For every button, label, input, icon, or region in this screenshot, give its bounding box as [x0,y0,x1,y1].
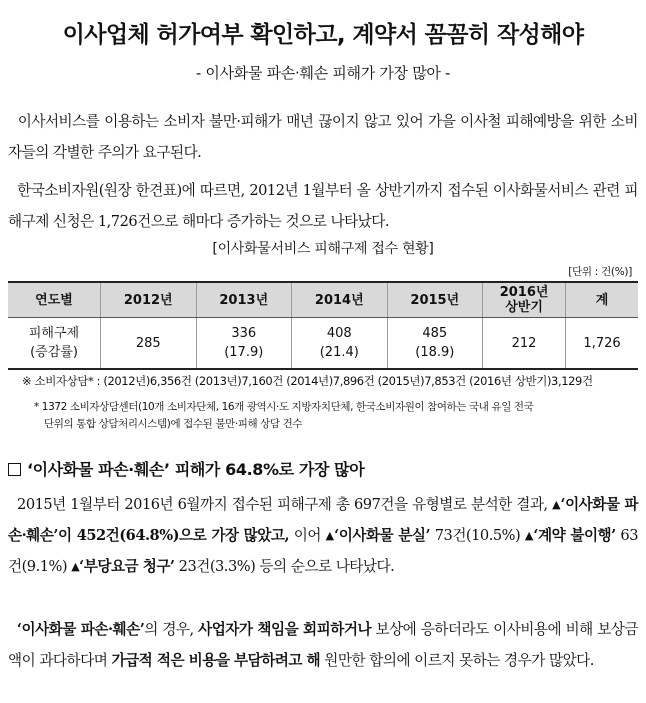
cell-value: 485 [422,326,448,341]
table-header: 2012년 [101,282,197,318]
row-label: 피해구제 [28,326,80,341]
footnote-line: * 1372 소비자상담센터(10개 소비자단체, 16개 광역시·도 지방자치단체, 한국소비자원이 참여하는 국내 유일 전국 [34,401,534,413]
table-cell [101,318,197,370]
page-subtitle: - 이사화물 파손·훼손 피해가 가장 많아 - [195,64,451,82]
checkbox-square-icon [8,463,21,476]
table-cell [566,318,638,370]
text-run-bold: ‘이사화물 파손·훼손’ [16,621,145,638]
cell-value: 1,726 [583,335,621,351]
footnote-line: 단위의 통합 상담처리시스템)에 접수된 불만·피해 상담 건수 [44,418,303,430]
paragraph-stats [8,175,638,237]
paragraph-intro [8,106,638,168]
text-run: 63건(9.1%) [8,527,638,575]
cell-value: 408 [326,326,352,341]
text-run: 의 경우, [144,621,199,638]
table-row [8,318,638,370]
consultation-note: ※ 소비자상담* : (2012년)6,356건 (2013년)7,160건 (2014년)7,896건 (2015년)7,853건 (2016년 상반기)3,129건 [22,374,593,388]
table-cell [483,318,566,370]
page-title: 이사업체 허가여부 확인하고, 계약서 꼼꼼히 작성해야 [62,22,584,48]
row-sublabel: (증감률) [30,345,78,360]
table-header: 2014년 [292,282,388,318]
text-run-bold: 사업자가 책임을 회피하거나 [198,621,372,638]
paragraph-intro-text: 이사서비스를 이용하는 소비자 불만·피해가 매년 끊이지 않고 있어 가을 이사철 피해예방을 위한 소비자들의 각별한 주의가 요구된다. [8,113,638,161]
text-run-bold: ‘부당요금 청구’ [79,558,175,575]
triangle-icon: ▲ [325,529,335,542]
section-heading-text: ‘이사화물 파손·훼손’ 피해가 64.8%로 가장 많아 [27,460,365,479]
table-cell [196,318,292,370]
cell-rate: (21.4) [319,345,359,360]
text-run-bold: ‘이사화물 분실’ [334,527,431,544]
table-unit: [단위 : 건(%)] [568,266,632,278]
triangle-icon: ▲ [71,560,80,573]
cell-rate: (17.9) [224,345,264,360]
table-header: 연도별 [8,282,101,318]
paragraph-analysis [8,489,638,582]
footnote [34,399,634,433]
triangle-icon: ▲ [524,529,534,542]
text-run: 73건(10.5%) [430,527,525,544]
table-header: 2015년 [387,282,483,318]
triangle-icon: ▲ [552,498,561,511]
text-run-bold: ‘이사화물 파손·훼손’이 452건(64.8%)으로 가장 많았고, [8,496,639,544]
text-run: 23건(3.3%) 등의 순으로 나타났다. [174,558,395,575]
section-heading [8,457,364,480]
text-run: 2015년 1월부터 2016년 6월까지 접수된 피해구제 총 697건을 유형별로 분석한 결과, [17,496,553,513]
table-header: 계 [566,282,638,318]
cell-value: 285 [135,335,161,351]
table-caption: [이사화물서비스 피해구제 접수 현황] [212,241,434,257]
table-header [483,282,566,318]
text-run-bold: 가급적 적은 비용을 부담하려고 해 [111,652,321,669]
table-header-row [8,282,638,318]
cell-value: 212 [511,335,537,351]
complaints-table [8,281,638,370]
paragraph-damage [8,614,638,676]
table-cell [387,318,483,370]
text-run: 이어 [289,527,326,544]
cell-value: 336 [231,326,257,341]
table-cell-label [8,318,101,370]
table-header-label: 2016년 상반기 [499,285,549,315]
text-run: 원만한 합의에 이르지 못하는 경우가 많았다. [320,652,594,669]
table-cell [292,318,388,370]
table-header: 2013년 [196,282,292,318]
cell-rate: (18.9) [415,345,455,360]
paragraph-stats-text: 한국소비자원(원장 한견표)에 따르면, 2012년 1월부터 올 상반기까지 접수된 이사화물서비스 관련 피해구제 신청은 1,726건으로 해마다 증가하는 것으로 나타났다. [8,182,638,230]
text-run: 보상에 응하더라도 이사비용에 비해 보상금액이 과다하다며 [8,621,638,669]
text-run-bold: ‘계약 불이행’ [533,527,616,544]
